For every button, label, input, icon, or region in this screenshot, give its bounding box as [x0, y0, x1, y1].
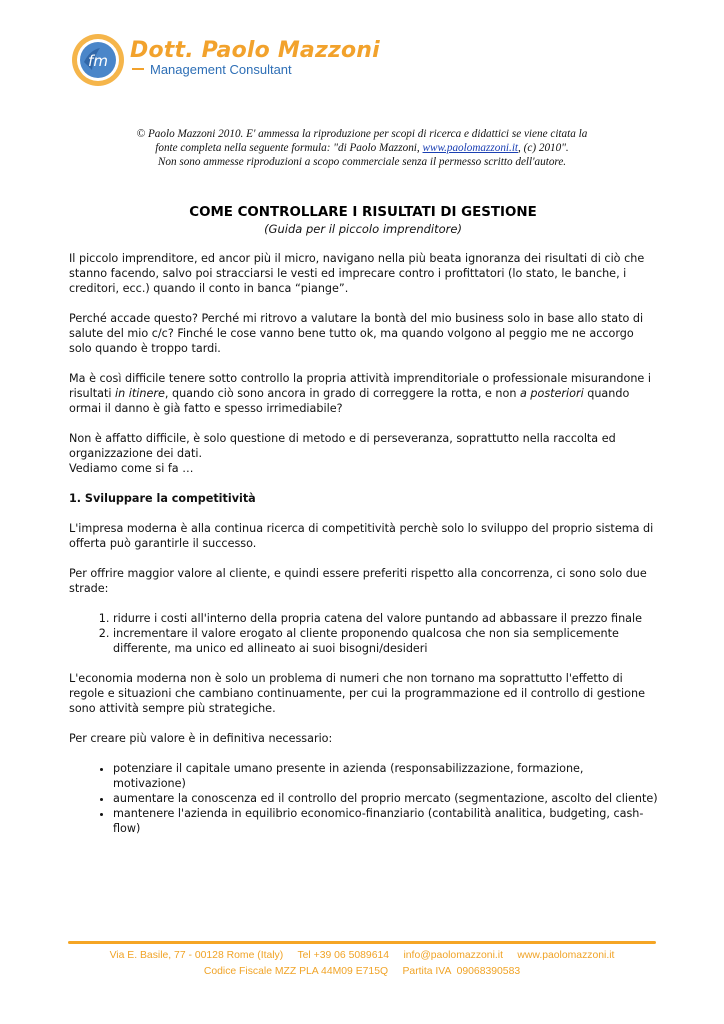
emphasis-text: a posteriori	[519, 387, 584, 400]
bullet-list	[69, 761, 659, 836]
copyright-line-2-post: , (c) 2010".	[518, 142, 569, 154]
paragraph: L'impresa moderna è alla continua ricerca di competitività perchè solo lo sviluppo del proprio sistema di offerta può garantirle il successo.	[69, 522, 654, 550]
list-item: 2. incrementare il valore erogato al cliente proponendo qualcosa che non sia semplicemente differente, ma unico ed allineato ai suoi bisogni/desideri	[113, 626, 659, 656]
text-span: quando ormai il danno è già fatto e spesso irrimediabile?	[69, 387, 630, 415]
text-span: , quando ciò sono ancora in grado di correggere la rotta, e non	[164, 387, 520, 400]
text-span: Vediamo come si fa …	[69, 462, 194, 475]
logo-title: Dott. Paolo Mazzoni	[130, 38, 380, 63]
copyright-line-3: Non sono ammesse riproduzioni a scopo commerciale senza il permesso scritto dell'autore.	[157, 156, 567, 168]
svg-text:fm: fm	[88, 52, 108, 70]
footer-contacts: Via E. Basile, 77 - 00128 Rome (Italy) Tel +39 06 5089614 info@paolomazzoni.it www.paolomazzoni.it	[109, 950, 615, 961]
paragraph: Per creare più valore è in definitiva necessario:	[69, 732, 333, 745]
paragraph: Perché accade questo? Perché mi ritrovo a valutare la bontà del mio business solo in base allo stato di salute del mio c/c? Finché le cose vanno bene tutto ok, ma quando volgono al peggio me ne accorgo solo quando è troppo tardi.	[69, 312, 644, 355]
logo-subtitle: Management Consultant	[150, 62, 292, 77]
copyright-line-1: © Paolo Mazzoni 2010. E' ammessa la riproduzione per scopi di ricerca e didattici se viene citata la	[136, 128, 588, 140]
copyright-notice	[90, 127, 634, 169]
list-item: • mantenere l'azienda in equilibrio economico-finanziario (contabilità analitica, budgeting, cash-flow)	[113, 806, 659, 836]
paragraph: Il piccolo imprenditore, ed ancor più il micro, navigano nella più beata ignoranza dei risultati di ciò che stanno facendo, salvo poi stracciarsi le vesti ed imprecare contro i profittatori (lo stato, le banche, i creditori, ecc.) quando il conto in banca “piange”.	[69, 252, 645, 295]
document-body	[69, 251, 659, 851]
logo-emblem-icon	[70, 32, 126, 88]
copyright-line-2-pre: fonte completa nella seguente formula: "di Paolo Mazzoni,	[155, 142, 423, 154]
section-heading: 1. Sviluppare la competitività	[69, 492, 256, 505]
document-title: COME CONTROLLARE I RISULTATI DI GESTIONE	[189, 205, 537, 220]
company-logo	[70, 32, 380, 94]
paragraph	[69, 431, 659, 476]
text-span: Non è affatto difficile, è solo questione di metodo e di perseveranza, soprattutto nella raccolta ed organizzazione dei dati.	[69, 432, 616, 460]
emphasis-text: in itinere	[115, 387, 165, 400]
list-item: • potenziare il capitale umano presente in azienda (responsabilizzazione, formazione, motivazione)	[113, 761, 659, 791]
paragraph: L'economia moderna non è solo un problema di numeri che non tornano ma soprattutto l'effetto di regole e situazioni che cambiano continuamente, per cui la programmazione ed il controllo di gestione sono attività sempre più strategiche.	[69, 672, 645, 715]
list-item: • aumentare la conoscenza ed il controllo del proprio mercato (segmentazione, ascolto del cliente)	[113, 791, 659, 806]
website-link[interactable]: www.paolomazzoni.it	[422, 142, 519, 154]
paragraph	[69, 371, 659, 416]
document-subtitle: (Guida per il piccolo imprenditore)	[264, 222, 462, 236]
text-span: Ma è così difficile tenere sotto controllo la propria attività imprenditoriale o professionale misurandone i risultati	[69, 372, 651, 400]
footer-divider	[68, 941, 656, 944]
paragraph: Per offrire maggior valore al cliente, e quindi essere preferiti rispetto alla concorrenza, ci sono solo due strade:	[69, 567, 647, 595]
copyright-line-2	[90, 141, 634, 155]
logo-divider	[132, 68, 144, 70]
ordered-list	[69, 611, 659, 656]
footer-tax-info: Codice Fiscale MZZ PLA 44M09 E715Q Partita IVA 09068390583	[203, 966, 521, 977]
list-item: 1. ridurre i costi all'interno della propria catena del valore puntando ad abbassare il prezzo finale	[113, 611, 659, 626]
